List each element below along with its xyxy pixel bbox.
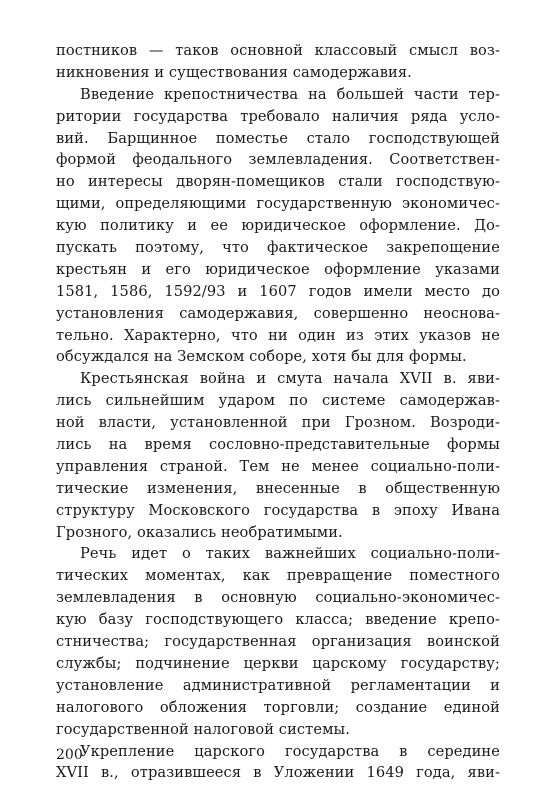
text-line: Крестьянская война и смута начала XVII в. яви- — [80, 370, 500, 388]
text-line: лись сильнейшим ударом по системе самодержав- — [56, 392, 500, 410]
text-line: структуру Московского государства в эпоху Ивана — [56, 501, 500, 519]
text-line: установление административной регламентации и — [56, 676, 500, 694]
text-line: щими, определяющими государственную экономичес- — [56, 195, 500, 213]
text-line: никновения и существования самодержавия. — [56, 63, 412, 81]
page-number: 200 — [56, 747, 83, 763]
paragraph — [56, 40, 500, 84]
text-line: лись на время сословно-представительные формы — [56, 436, 500, 454]
text-line: XVII в., отразившееся в Уложении 1649 года, яви- — [56, 764, 500, 782]
text-line: Укрепление царского государства в середине — [80, 742, 500, 760]
paragraph — [56, 741, 500, 785]
text-line: Грозного, оказались необратимыми. — [56, 523, 343, 541]
text-line: обсуждался на Земском соборе, хотя бы для формы. — [56, 348, 467, 366]
text-line: 1581, 1586, 1592/93 и 1607 годов имели место до — [56, 282, 500, 300]
text-line: ритории государства требовало наличия ряда усло- — [56, 107, 500, 125]
text-line: крестьян и его юридическое оформление указами — [56, 260, 500, 278]
text-line: тических моментах, как превращение поместного — [56, 567, 500, 585]
paragraph — [56, 368, 500, 543]
text-line: но интересы дворян-помещиков стали господствую- — [56, 173, 500, 191]
text-line: Введение крепостничества на большей части тер- — [80, 85, 500, 103]
body-text — [56, 40, 500, 784]
text-line: стничества; государственная организация воинской — [56, 633, 500, 651]
text-line: пускать поэтому, что фактическое закрепощение — [56, 239, 500, 257]
text-line: управления страной. Тем не менее социально-поли- — [56, 457, 500, 475]
paragraph — [56, 543, 500, 740]
text-line: формой феодального землевладения. Соответствен- — [56, 151, 500, 169]
text-line: Речь идет о таких важнейших социально-поли- — [80, 545, 500, 563]
text-line: государственной налоговой системы. — [56, 720, 350, 738]
paragraph — [56, 84, 500, 369]
text-line: кую политику и ее юридическое оформление. До- — [56, 217, 500, 235]
text-line: службы; подчинение церкви царскому государству; — [56, 654, 500, 672]
text-line: землевладения в основную социально-экономичес- — [56, 589, 500, 607]
text-line: постников — таков основной классовый смысл воз- — [56, 42, 500, 59]
text-line: налогового обложения торговли; создание единой — [56, 698, 500, 716]
text-line: ной власти, установленной при Грозном. Возроди- — [56, 414, 500, 432]
text-line: тические изменения, внесенные в общественную — [56, 479, 500, 497]
text-line: установления самодержавия, совершенно неоснова- — [56, 304, 500, 322]
text-line: вий. Барщинное поместье стало господствующей — [56, 129, 500, 147]
text-line: тельно. Характерно, что ни один из этих указов не — [56, 326, 500, 344]
text-line: кую базу господствующего класса; введение крепо- — [56, 611, 500, 629]
